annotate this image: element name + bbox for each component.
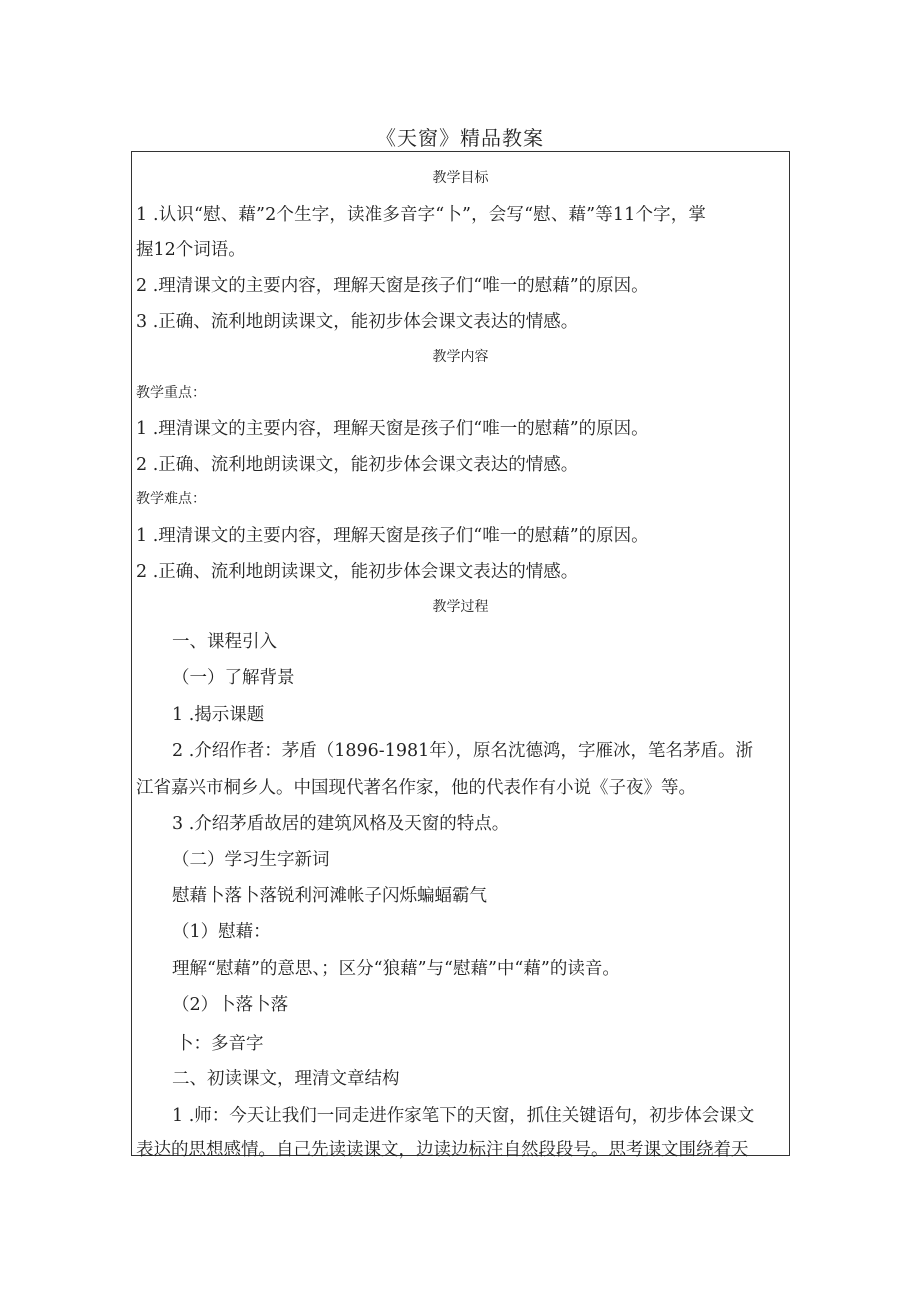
- section-1-heading: 一、课程引入: [172, 632, 277, 652]
- content-heading: 教学内容: [432, 349, 489, 365]
- difficult-point-2: 2 .正确、流利地朗读课文，能初步体会课文表达的情感。: [136, 562, 579, 582]
- step-2-line-2: 江省嘉兴市桐乡人。中国现代著名作家，他的代表作有小说《子夜》等。: [136, 778, 696, 798]
- subsection-2-heading: （二）学习生字新词: [172, 850, 330, 870]
- subsection-1-heading: （一）了解背景: [172, 668, 295, 688]
- word-1-label: （1）慰藉：: [172, 922, 271, 942]
- lesson-plan-table: [131, 151, 790, 1160]
- word-1-description: 理解“慰藉”的意思、；区分“狼藉”与“慰藉”中“藉”的读音。: [172, 959, 620, 979]
- objective-1-line-2: 握12个词语。: [136, 240, 246, 260]
- objective-1-line-1: 1 .认识“慰、藉”2个生字，读准多音字“卜”，会写“慰、藉”等11个字，掌: [136, 205, 707, 225]
- key-point-1: 1 .理清课文的主要内容，理解天窗是孩子们“唯一的慰藉”的原因。: [136, 419, 649, 439]
- process-heading: 教学过程: [432, 599, 489, 615]
- step-3: 3 .介绍茅盾故居的建筑风格及天窗的特点。: [172, 814, 510, 834]
- difficult-point-1: 1 .理清课文的主要内容，理解天窗是孩子们“唯一的慰藉”的原因。: [136, 526, 649, 546]
- step-2-line-1: 2 .介绍作者：茅盾（1896-1981年），原名沈德鸿，字雁冰，笔名茅盾。浙: [172, 741, 753, 761]
- teacher-step-1-line-1: 1 .师：今天让我们一同走进作家笔下的天窗，抓住关键语句，初步体会课文: [172, 1106, 755, 1126]
- difficult-points-label: 教学难点：: [136, 491, 206, 507]
- section-2-heading: 二、初读课文，理清文章结构: [172, 1069, 400, 1089]
- teacher-step-1-line-2: 表达的思想感情。自己先读读课文，边读边标注自然段段号。思考课文围绕着天: [136, 1140, 749, 1160]
- new-words-list: 慰藉卜落卜落锐利河滩帐子闪烁蝙蝠霸气: [172, 886, 487, 906]
- objective-2: 2 .理清课文的主要内容，理解天窗是孩子们“唯一的慰藉”的原因。: [136, 276, 649, 296]
- key-point-2: 2 .正确、流利地朗读课文，能初步体会课文表达的情感。: [136, 455, 579, 475]
- word-2-label: （2）卜落卜落: [172, 995, 289, 1015]
- word-2-description: 卜：多音字: [176, 1034, 264, 1054]
- document-title: 《天窗》精品教案: [376, 126, 544, 150]
- objective-3: 3 .正确、流利地朗读课文，能初步体会课文表达的情感。: [136, 312, 579, 332]
- objectives-heading: 教学目标: [432, 170, 489, 186]
- key-points-label: 教学重点：: [136, 385, 206, 401]
- step-1: 1 .揭示课题: [172, 705, 265, 725]
